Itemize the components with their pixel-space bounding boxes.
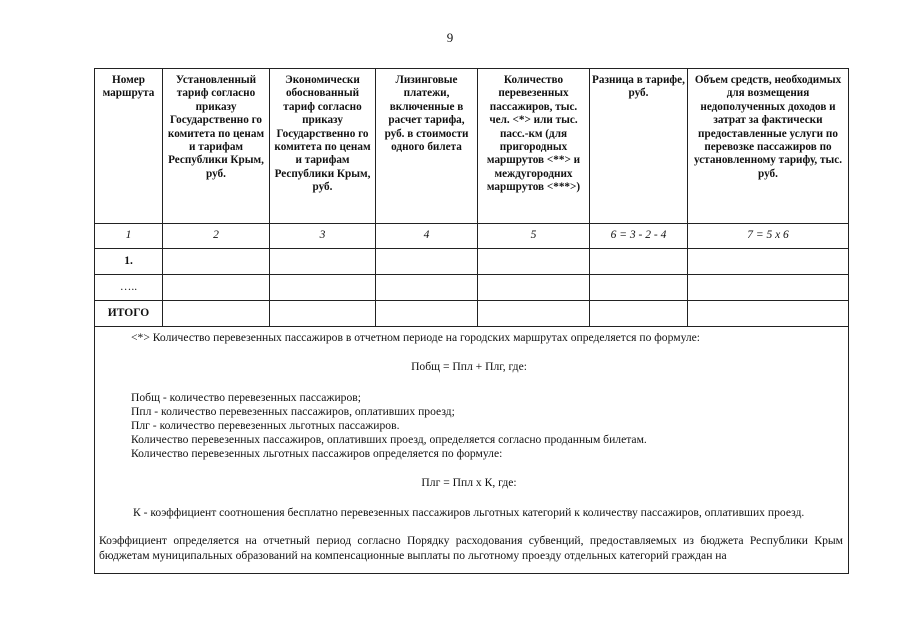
column-number: 7 = 5 х 6 [688, 224, 849, 249]
table-cell [376, 275, 478, 301]
definition-line: Плг - количество перевезенных льготных пассажиров. [131, 419, 400, 432]
table-cell [688, 301, 849, 327]
notes-cell [95, 327, 849, 574]
table-cell [478, 275, 590, 301]
notes-row [95, 327, 849, 574]
page-number: 9 [446, 30, 454, 45]
formula: Побщ = Ппл + Плг, где: [411, 360, 527, 373]
table-cell [590, 249, 688, 275]
header-leasing-payments: Лизинговые платежи, включенные в расчет тарифа, руб. в стоимости одного билета [376, 69, 478, 224]
column-number: 1 [95, 224, 163, 249]
note-line: <*> Количество перевезенных пассажиров в отчетном периоде на городских маршрутах определяется по формуле: [131, 331, 701, 344]
table-row-total [95, 301, 849, 327]
definition-line: Побщ - количество перевезенных пассажиров; [131, 391, 361, 404]
header-economic-tariff: Экономически обоснованный тариф согласно приказу Государственно го комитета по ценам и тарифам Республики Крым, руб. [270, 69, 376, 224]
table-cell [376, 249, 478, 275]
coefficient-definition: К - коэффициент соотношения бесплатно перевезенных пассажиров льготных категорий к количеству пассажиров, оплативших проезд. [133, 506, 805, 519]
header-route-number: Номер маршрута [95, 69, 163, 224]
table-cell [270, 249, 376, 275]
definition-line: Количество перевезенных пассажиров, оплативших проезд, определяется согласно проданным билетам. [131, 433, 647, 446]
column-number: 5 [478, 224, 590, 249]
header-compensation-volume: Объем средств, необходимых для возмещения недополученных доходов и затрат за фактически предоставленные услуги по перевозке пассажиров по установленному тарифу, тыс. руб. [688, 69, 849, 224]
column-number-row [95, 224, 849, 249]
table-cell [270, 301, 376, 327]
row-label: ….. [95, 275, 163, 301]
table-cell [376, 301, 478, 327]
definition-line: Количество перевезенных льготных пассажиров определяется по формуле: [131, 447, 503, 460]
table-cell [163, 275, 270, 301]
coefficient-text: Коэффициент определяется на отчетный период согласно Порядку расходования субвенций, предоставляемых из бюджета Республики Крым бюджетам муниципальных образований на компенсационные выплаты по льготному проезду отдельных категорий граждан на [99, 534, 843, 562]
table-row [95, 275, 849, 301]
column-number: 4 [376, 224, 478, 249]
table-cell [163, 249, 270, 275]
column-number: 6 = 3 - 2 - 4 [590, 224, 688, 249]
table-row [95, 249, 849, 275]
notes-block [95, 327, 849, 573]
column-number: 2 [163, 224, 270, 249]
row-label-total: ИТОГО [95, 301, 163, 327]
table-cell [590, 301, 688, 327]
table-cell [270, 275, 376, 301]
formula: Плг = Ппл х К, где: [421, 476, 517, 489]
table-cell [590, 275, 688, 301]
row-label: 1. [95, 249, 163, 275]
column-number: 3 [270, 224, 376, 249]
header-row [95, 69, 849, 224]
header-passenger-count: Количество перевезенных пассажиров, тыс. чел. <*> или тыс. пасс.-км (для пригородных маршрутов <**> и междугородних маршрутов <***>) [478, 69, 590, 224]
table-cell [478, 249, 590, 275]
table-cell [478, 301, 590, 327]
table-cell [688, 249, 849, 275]
header-set-tariff: Установленный тариф согласно приказу Государственно го комитета по ценам и тарифам Республики Крым, руб. [163, 69, 270, 224]
table-cell [163, 301, 270, 327]
header-tariff-difference: Разница в тарифе, руб. [590, 69, 688, 224]
table-cell [688, 275, 849, 301]
definition-line: Ппл - количество перевезенных пассажиров, оплативших проезд; [131, 405, 455, 418]
report-table [94, 68, 849, 574]
